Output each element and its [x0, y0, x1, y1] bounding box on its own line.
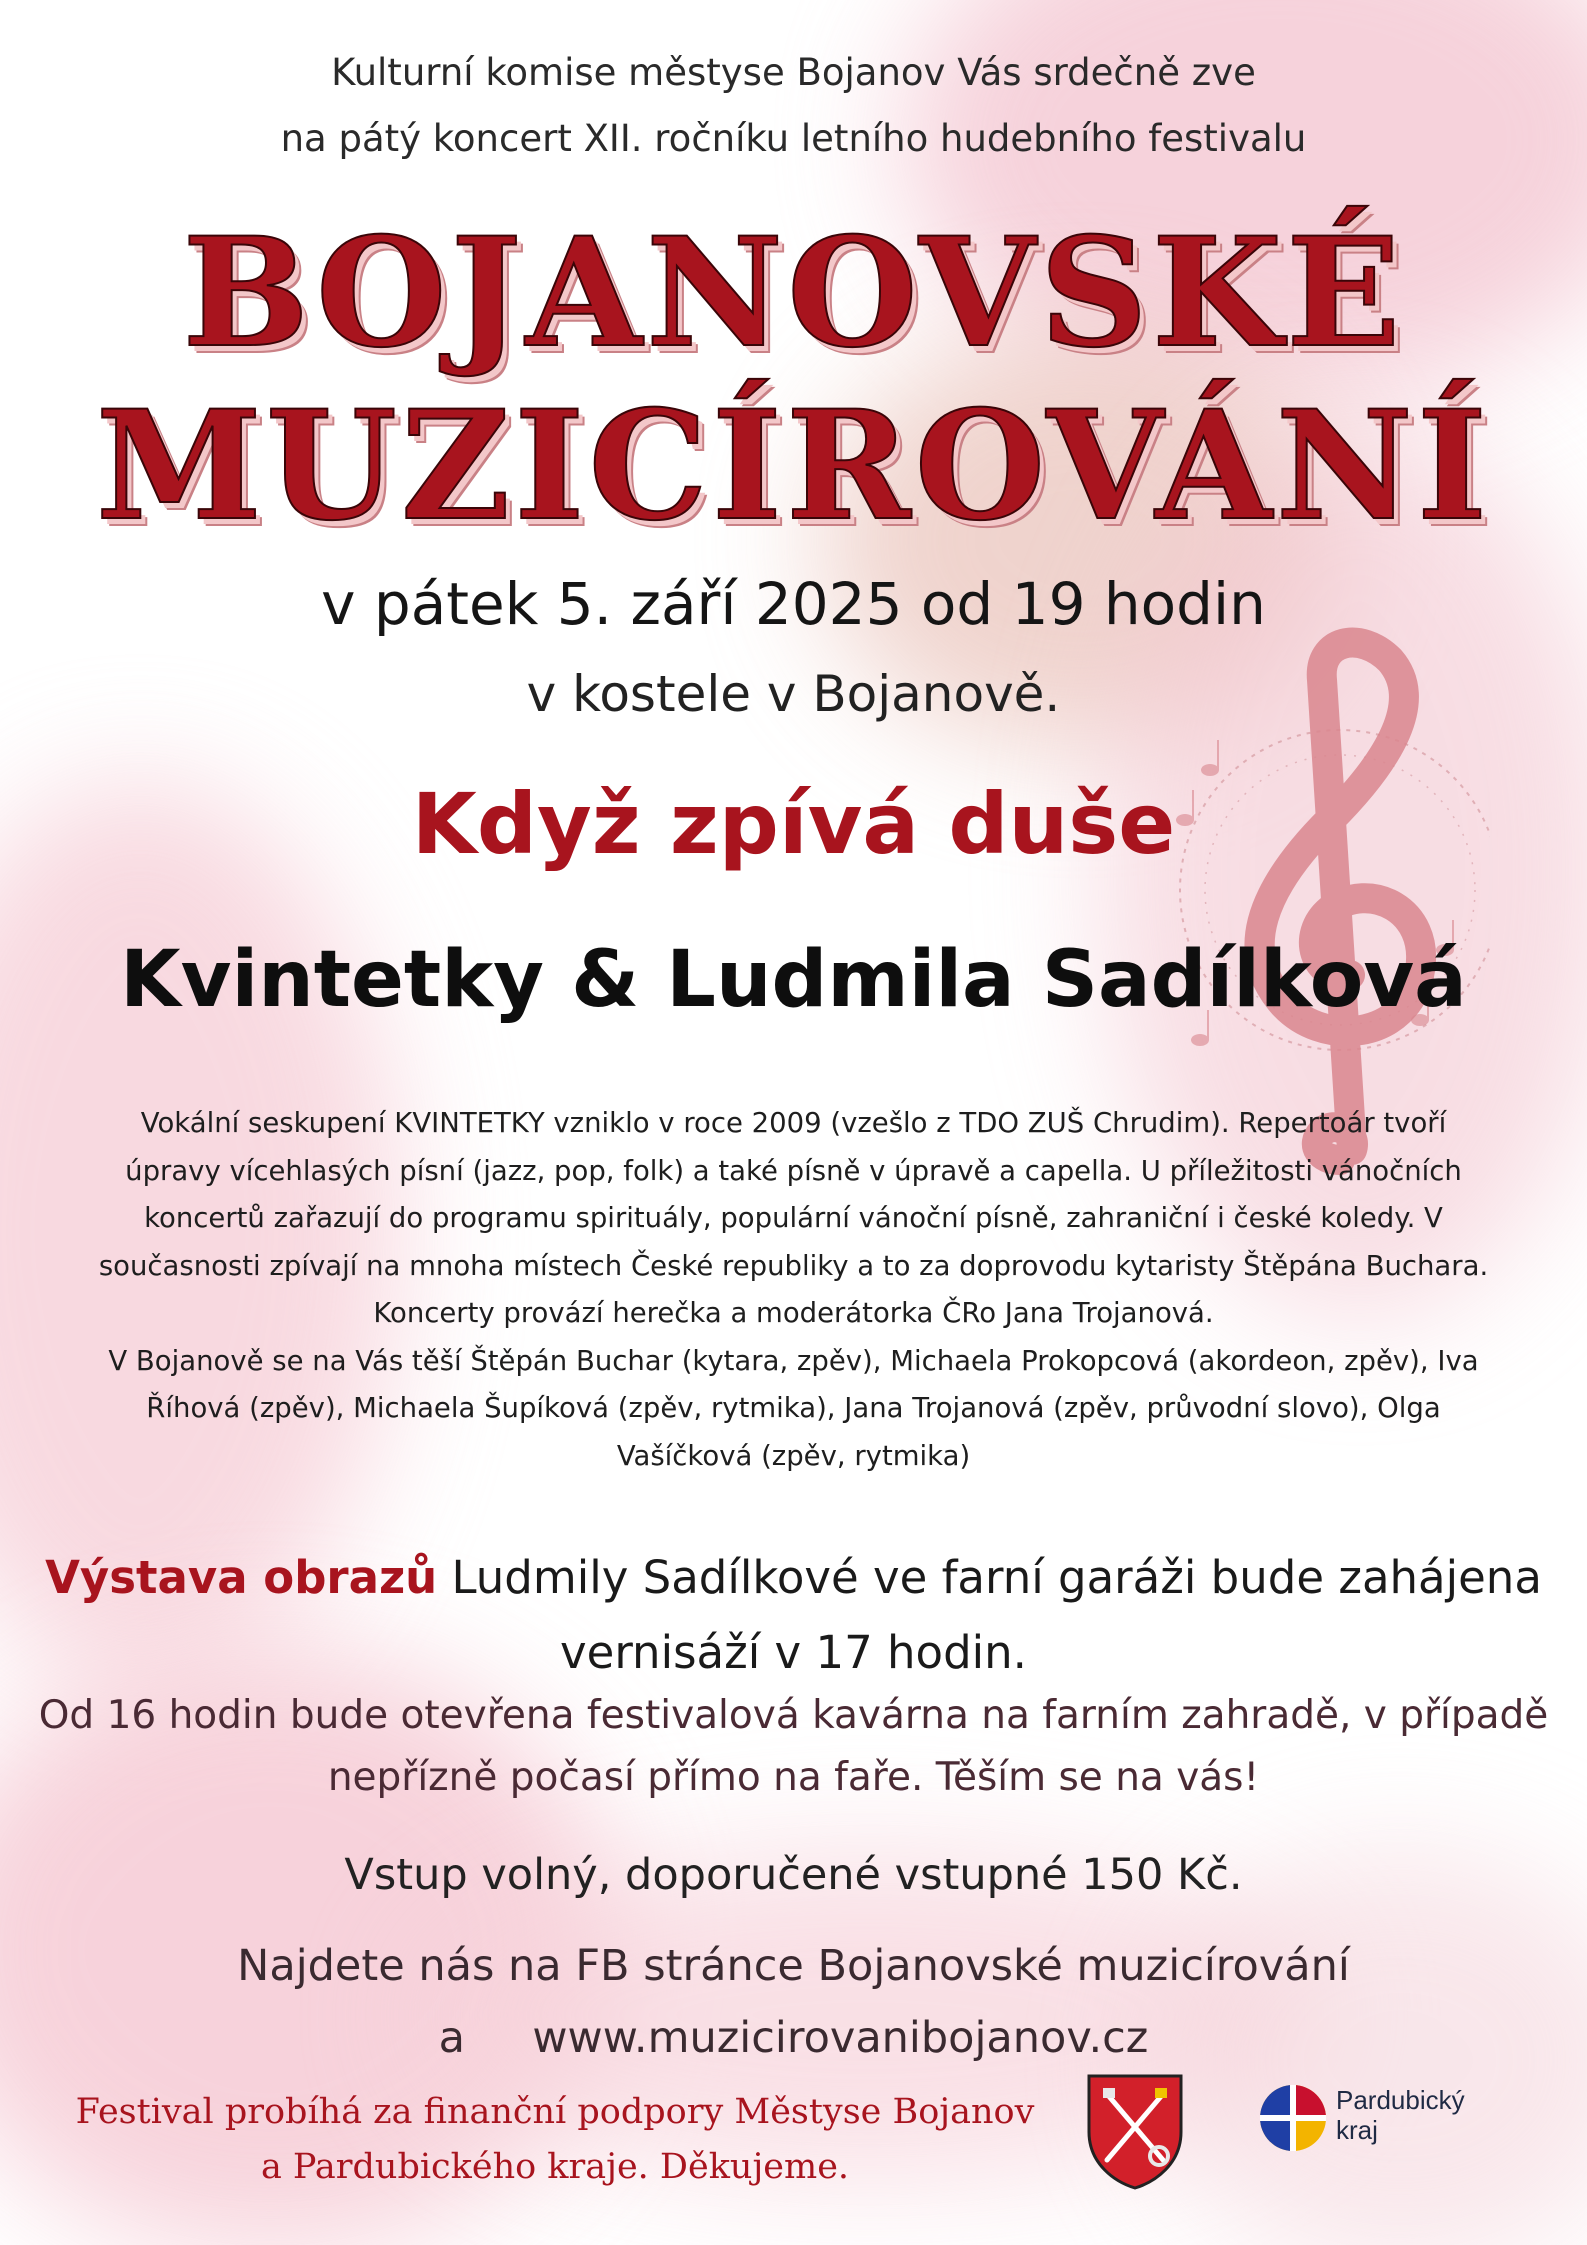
description-line: Vašíčková (zpěv, rytmika) [616, 1439, 971, 1472]
facebook-line: Najdete nás na FB stránce Bojanovské muzicírování [237, 1941, 1350, 1991]
description-line: Říhová (zpěv), Michaela Šupíková (zpěv, rytmika), Jana Trojanová (zpěv, průvodní slovo), Olga [146, 1392, 1441, 1424]
event-venue: v kostele v Bojanově. [526, 665, 1061, 723]
exhibition-announcement [0, 1540, 1587, 1690]
website-link[interactable]: www.muzicirovanibojanov.cz [532, 2013, 1149, 2063]
support-acknowledgement [55, 2085, 1055, 2195]
sponsor-logo-line-1: Pardubický [1336, 2085, 1465, 2115]
cafe-announcement [0, 1685, 1587, 1809]
bojanov-coat-of-arms-icon [1085, 2072, 1185, 2192]
cafe-line-1: Od 16 hodin bude otevřena festivalová kavárna na farním zahradě, v případě [38, 1693, 1549, 1738]
festival-title-line-1: BOJANOVSKÉ [182, 205, 1405, 381]
performers: Kvintetky & Ludmila Sadílková [120, 935, 1467, 1025]
exhibition-line-2: vernisáží v 17 hodin. [560, 1626, 1027, 1679]
description-line: úpravy vícehlasých písní (jazz, pop, folk) a také písně v úpravě a capella. U příležitosti vánočních [125, 1154, 1462, 1187]
intro-line-2: na pátý koncert XII. ročníku letního hudebního festivalu [280, 117, 1307, 160]
cafe-line-2: nepřízně počasí přímo na faře. Těším se na vás! [327, 1755, 1260, 1800]
description-line: Vokální seskupení KVINTETKY vzniklo v roce 2009 (vzešlo z TDO ZUŠ Chrudim). Repertoár tvoří [140, 1107, 1447, 1139]
intro-text [0, 40, 1587, 172]
festival-title-line-2: MUZICÍROVÁNÍ [95, 378, 1492, 554]
support-line-2: a Pardubického kraje. Děkujeme. [260, 2147, 850, 2187]
event-date: v pátek 5. září 2025 od 19 hodin [321, 570, 1266, 638]
contact-info [0, 1930, 1587, 2074]
ensemble-description [70, 1100, 1517, 1480]
program-name: Když zpívá duše [411, 775, 1176, 873]
exhibition-highlight: Výstava obrazů [45, 1551, 438, 1604]
description-line: Koncerty provází herečka a moderátorka ČRo Jana Trojanová. [373, 1297, 1214, 1329]
pardubicky-kraj-logo-icon [1258, 2083, 1328, 2153]
contact-conjunction: a [438, 2013, 466, 2063]
intro-line-1: Kulturní komise městyse Bojanov Vás srdečně zve [331, 51, 1256, 94]
exhibition-line-1: Ludmily Sadílkové ve farní garáži bude zahájena [437, 1551, 1542, 1604]
entry-fee: Vstup volný, doporučené vstupné 150 Kč. [344, 1850, 1243, 1900]
description-line: V Bojanově se na Vás těší Štěpán Buchar (kytara, zpěv), Michaela Prokopcová (akordeon, zpěv), Iva [108, 1344, 1479, 1377]
support-line-1: Festival probíhá za finanční podpory Městyse Bojanov [75, 2092, 1035, 2132]
description-line: koncertů zařazují do programu spirituály, populární vánoční písně, zahraniční i české koledy. V [144, 1202, 1443, 1234]
description-line: současnosti zpívají na mnoha místech České republiky a to za doprovodu kytaristy Štěpána Buchara. [98, 1249, 1489, 1282]
sponsor-logo-line-2: kraj [1336, 2115, 1378, 2145]
pardubicky-kraj-logo-text [1336, 2085, 1465, 2145]
